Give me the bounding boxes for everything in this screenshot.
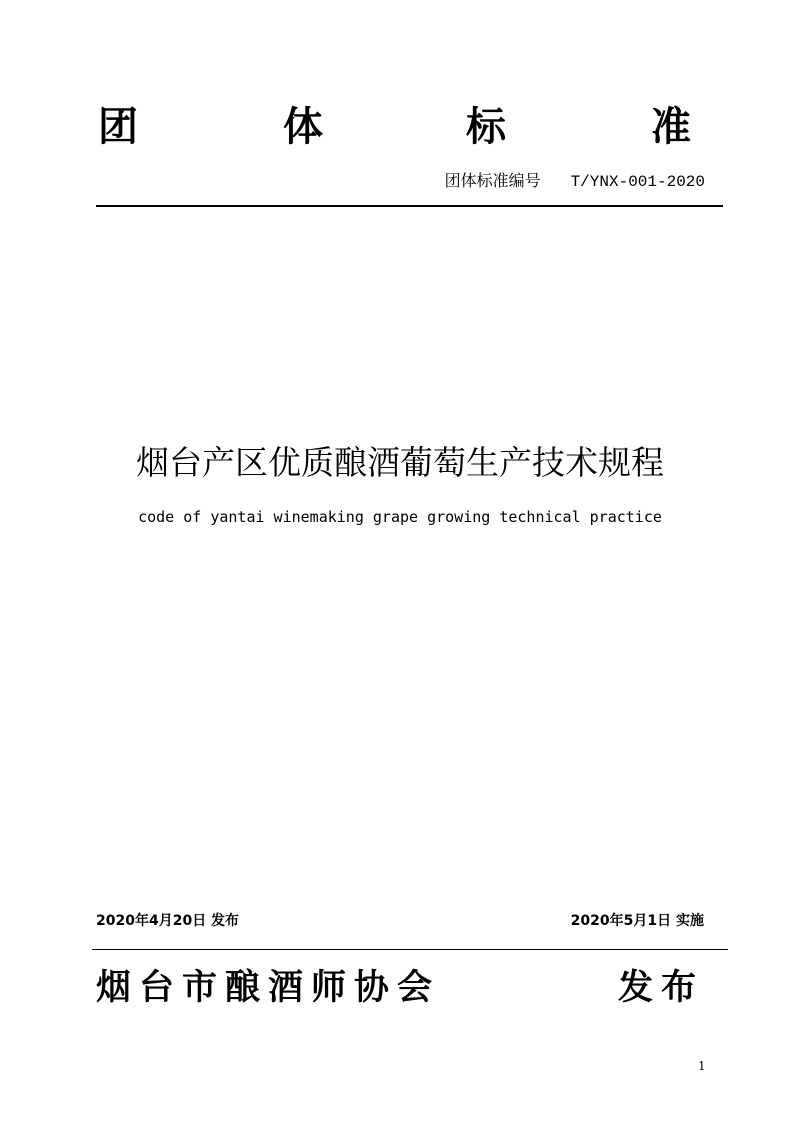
- header-word-ti: 体: [283, 103, 323, 150]
- standard-number: T/YNX-001-2020: [570, 173, 705, 191]
- header-word-tuan: 团: [98, 103, 138, 150]
- footer-divider: [92, 949, 728, 950]
- page-number: 1: [698, 1059, 706, 1073]
- header-divider: [96, 205, 723, 207]
- standard-number-label: 团体标准编号: [444, 171, 541, 190]
- release-date: 2020年4月20日 发布: [96, 913, 240, 929]
- document-english-title: code of yantai winemaking grape growing technical practice: [138, 508, 662, 526]
- standard-number-row: [445, 171, 705, 192]
- publish-label: 发布: [617, 967, 704, 1008]
- implementation-date: 2020年5月1日 实施: [570, 913, 704, 929]
- document-title: 烟台产区优质酿酒葡萄生产技术规程: [136, 443, 664, 482]
- publisher-name: 烟台市酿酒师协会: [96, 967, 441, 1008]
- header-word-zhun: 准: [651, 103, 691, 150]
- header-word-biao: 标: [466, 103, 506, 150]
